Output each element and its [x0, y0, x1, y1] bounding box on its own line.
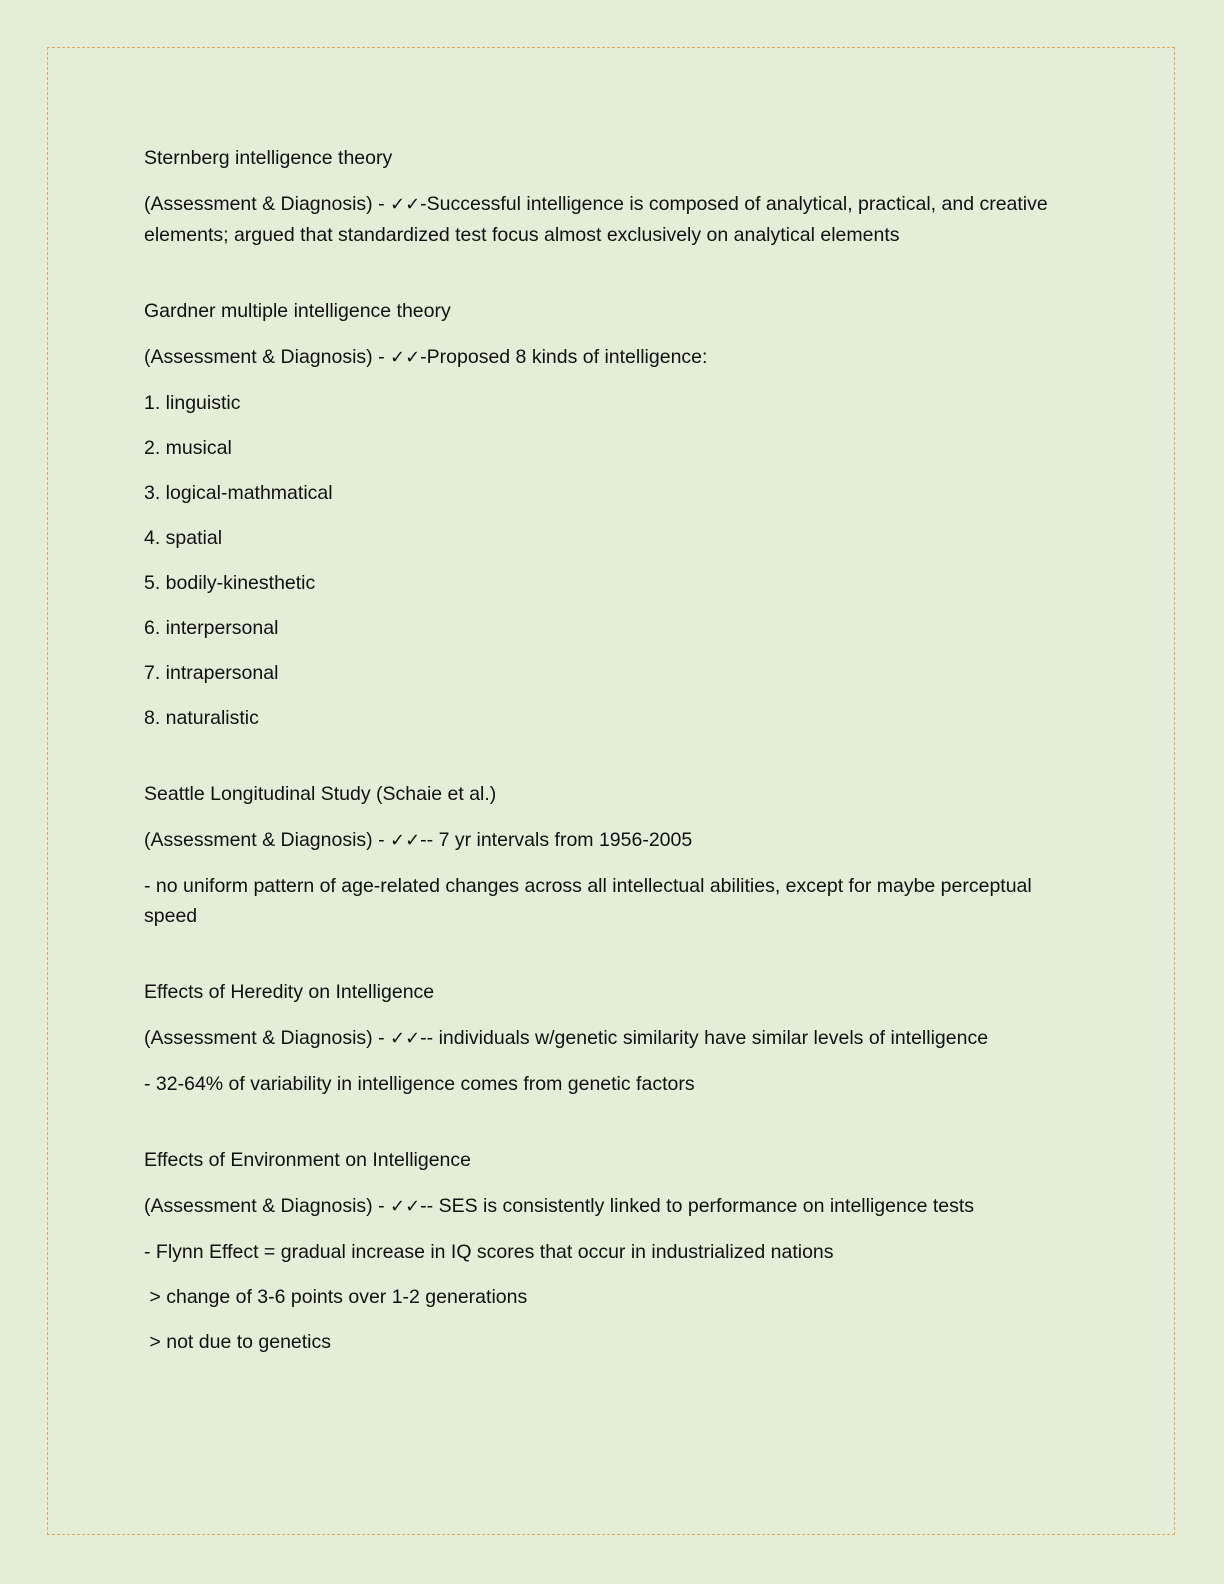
paragraph-text: 6. interpersonal — [144, 617, 279, 639]
paragraph-text: - no uniform pattern of age-related changes across all intellectual abilities, except for maybe perceptual speed — [144, 875, 1038, 927]
category-label: (Assessment & Diagnosis) - — [144, 1195, 390, 1217]
definition-paragraph — [144, 825, 1084, 856]
paragraph-text: -- SES is consistently linked to performance on intelligence tests — [420, 1195, 975, 1217]
paragraph-text: -- 7 yr intervals from 1956-2005 — [420, 829, 693, 851]
category-label: (Assessment & Diagnosis) - — [144, 1027, 390, 1049]
definition-paragraph — [144, 1327, 1084, 1357]
paragraph-text: 1. linguistic — [144, 392, 241, 414]
definition-paragraph — [144, 703, 1084, 733]
double-check-icon: ✓✓ — [390, 1028, 421, 1049]
paragraph-text: -- individuals w/genetic similarity have similar levels of intelligence — [420, 1027, 989, 1049]
definition-paragraph — [144, 871, 1084, 931]
category-label: (Assessment & Diagnosis) - — [144, 346, 390, 368]
document-body — [144, 143, 1084, 1403]
section-heading: Gardner multiple intelligence theory — [144, 300, 451, 322]
flashcard-section — [144, 1145, 1084, 1357]
paragraph-text: 7. intrapersonal — [144, 662, 279, 684]
paragraph-text: 3. logical-mathmatical — [144, 482, 333, 504]
definition-paragraph — [144, 342, 1084, 373]
definition-paragraph — [144, 1237, 1084, 1267]
paragraph-text: 2. musical — [144, 437, 232, 459]
flashcard-section — [144, 779, 1084, 931]
paragraph-text: > not due to genetics — [144, 1331, 332, 1353]
definition-paragraph — [144, 613, 1084, 643]
definition-paragraph — [144, 568, 1084, 598]
paragraph-text: 8. naturalistic — [144, 707, 259, 729]
definition-paragraph — [144, 1023, 1084, 1054]
definition-paragraph — [144, 433, 1084, 463]
category-label: (Assessment & Diagnosis) - — [144, 193, 390, 215]
definition-paragraph — [144, 1282, 1084, 1312]
category-label: (Assessment & Diagnosis) - — [144, 829, 390, 851]
definition-paragraph — [144, 388, 1084, 418]
section-heading: Effects of Environment on Intelligence — [144, 1149, 471, 1171]
definition-paragraph — [144, 1069, 1084, 1099]
flashcard-section — [144, 143, 1084, 250]
double-check-icon: ✓✓ — [390, 194, 421, 215]
section-heading: Effects of Heredity on Intelligence — [144, 981, 435, 1003]
definition-paragraph — [144, 523, 1084, 553]
paragraph-text: 4. spatial — [144, 527, 223, 549]
paragraph-text: - 32-64% of variability in intelligence comes from genetic factors — [144, 1073, 695, 1095]
definition-paragraph — [144, 658, 1084, 688]
definition-paragraph — [144, 189, 1084, 250]
double-check-icon: ✓✓ — [390, 347, 421, 368]
flashcard-section — [144, 977, 1084, 1099]
section-heading: Sternberg intelligence theory — [144, 147, 393, 169]
paragraph-text: 5. bodily-kinesthetic — [144, 572, 316, 594]
flashcard-section — [144, 296, 1084, 733]
definition-paragraph — [144, 1191, 1084, 1222]
double-check-icon: ✓✓ — [390, 830, 421, 851]
paragraph-text: -Successful intelligence is composed of analytical, practical, and creative elements; argued that standardized test focus almost exclusively on analytical elements — [144, 193, 1054, 246]
paragraph-text: > change of 3-6 points over 1-2 generations — [144, 1286, 528, 1308]
section-heading: Seattle Longitudinal Study (Schaie et al.) — [144, 783, 497, 805]
paragraph-text: - Flynn Effect = gradual increase in IQ scores that occur in industrialized nations — [144, 1241, 834, 1263]
double-check-icon: ✓✓ — [390, 1196, 421, 1217]
paragraph-text: -Proposed 8 kinds of intelligence: — [420, 346, 708, 368]
definition-paragraph — [144, 478, 1084, 508]
